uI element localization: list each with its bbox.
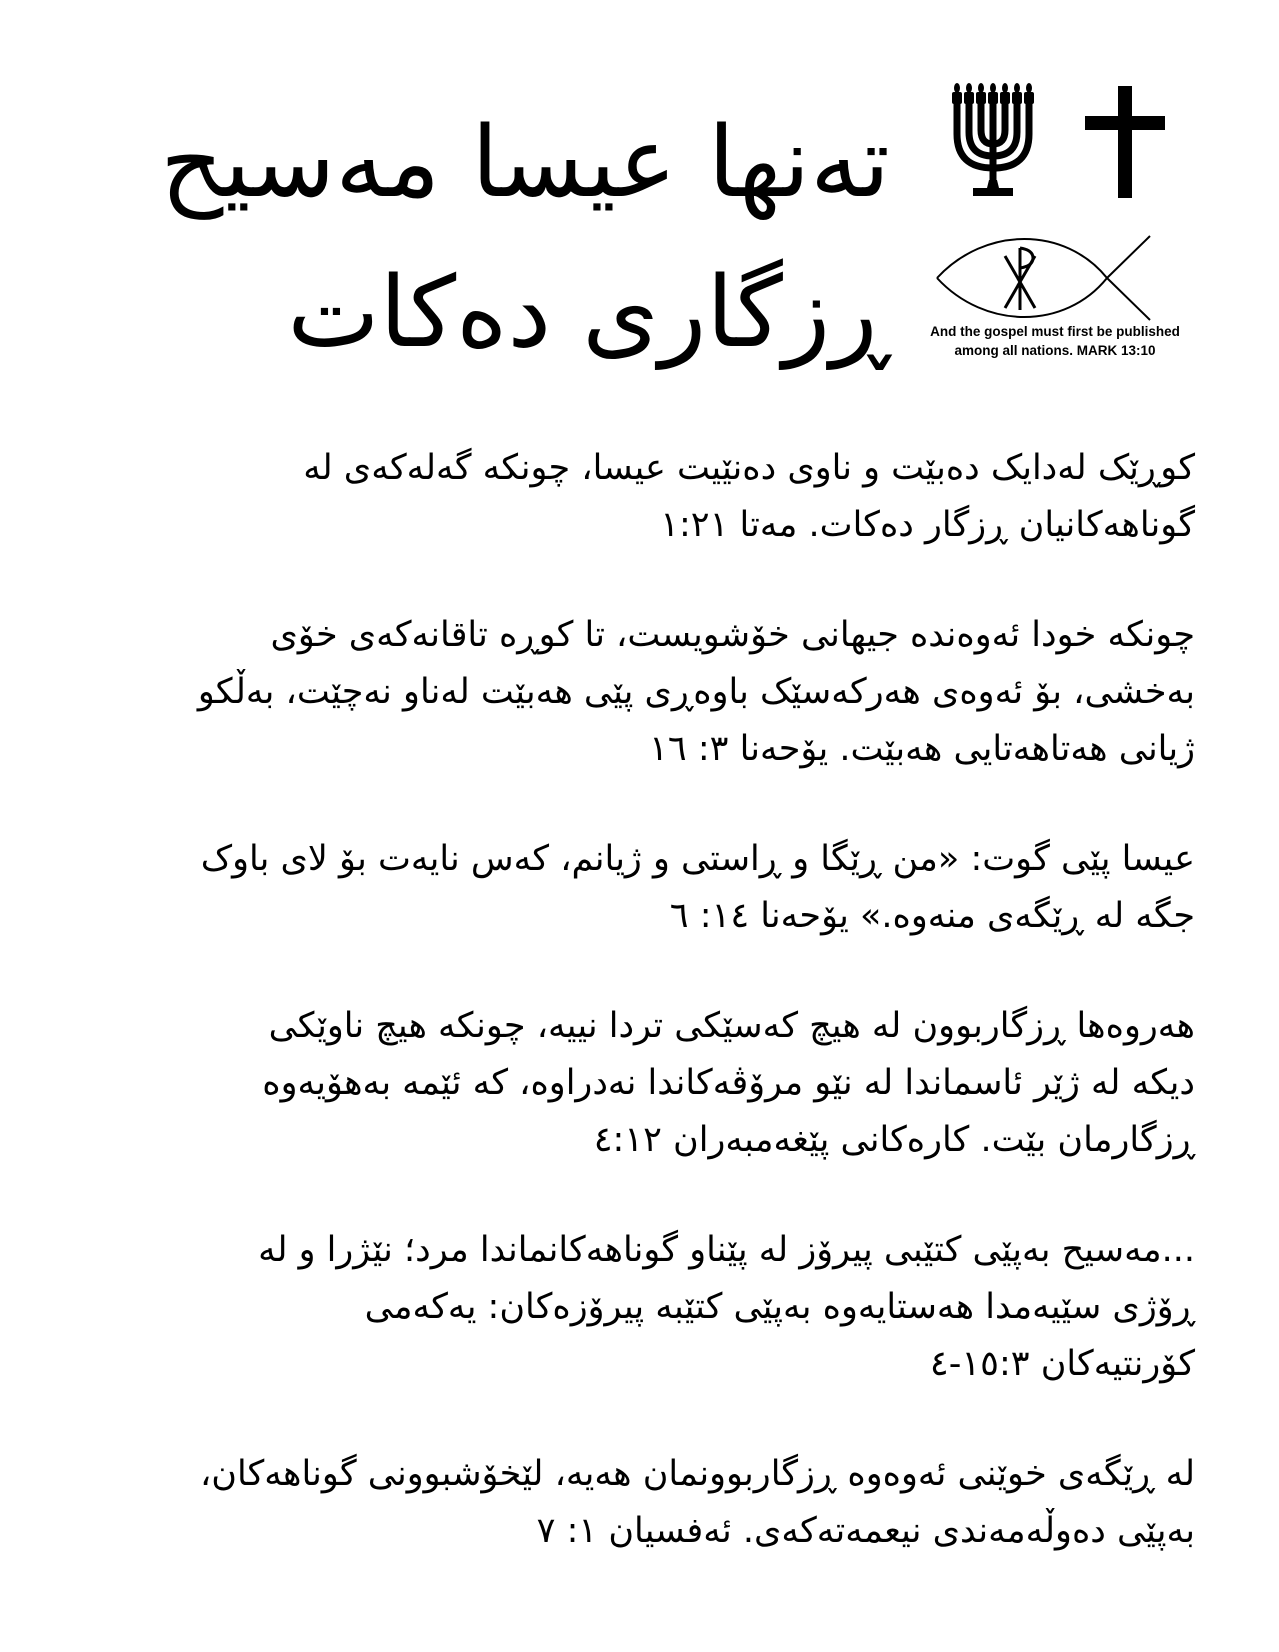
verse-line: ڕزگارمان بێت. کارەکانی پێغەمبەران ٤:١٢ (593, 1120, 1195, 1160)
title-line-2: ڕزگاری دەکات (287, 256, 890, 370)
verse-line: هەروەها ڕزگاربوون لە هیچ کەسێکی تردا نییە، چونکە هیچ ناوێکی (268, 1006, 1195, 1046)
verse-line: دیکە لە ژێر ئاسماندا لە نێو مرۆڤەکاندا نەدراوە، کە ئێمە بەهۆیەوە (262, 1063, 1195, 1103)
verse-line: ڕۆژی سێیەمدا هەستایەوە بەپێی کتێبە پیرۆزەکان: یەکەمی (364, 1287, 1195, 1327)
verse-paragraph (85, 440, 1195, 554)
verse-paragraph (85, 607, 1195, 778)
page-title (60, 88, 890, 388)
verse-line: لە ڕێگەی خوێنی ئەوەوە ڕزگاربوونمان هەیە، لێخۆشبوونی گوناهەکان، (199, 1454, 1195, 1494)
verse-line: کۆرنتیەکان ١٥:٣-٤ (929, 1344, 1195, 1384)
verse-line: کوڕێک لەدایک دەبێت و ناوی دەنێیت عیسا، چونکە گەلەکەی لە (303, 448, 1195, 488)
verse-line: چونکە خودا ئەوەندە جیهانی خۆشویست، تا کوڕە تاقانەکەی خۆی (270, 615, 1195, 655)
caption-line-2: among all nations. MARK 13:10 (954, 343, 1156, 358)
verse-paragraph (85, 1222, 1195, 1393)
verse-line: ...مەسیح بەپێی کتێبی پیرۆز لە پێناو گوناهەکانماندا مرد؛ نێژرا و لە (258, 1230, 1195, 1270)
verse-paragraph (85, 831, 1195, 945)
verse-line: جگە لە ڕێگەی منەوە.» یۆحەنا ١٤: ٦ (669, 896, 1195, 936)
verse-line: بەخشی، بۆ ئەوەی هەرکەسێک باوەڕی پێی هەبێت لەناو نەچێت، بەڵکو (197, 672, 1195, 712)
bible-caption (905, 322, 1205, 360)
verse-line: گوناهەکانیان ڕزگار دەکات. مەتا ١:٢١ (660, 505, 1195, 545)
cross-icon (1085, 86, 1165, 198)
menorah-icon (933, 82, 1053, 200)
verse-line: عیسا پێی گوت: «من ڕێگا و ڕاستی و ژیانم، کەس نایەت بۆ لای باوک (200, 839, 1195, 879)
title-line-1: تەنها عیسا مەسیح (160, 106, 890, 220)
verse-paragraph (85, 998, 1195, 1169)
verse-paragraph (85, 1446, 1195, 1560)
verse-line: بەپێی دەوڵەمەندی نیعمەتەکەی. ئەفسیان ١: ٧ (536, 1511, 1195, 1551)
verse-line: ژیانی هەتاهەتایی هەبێت. یۆحەنا ٣: ١٦ (649, 729, 1195, 769)
ichthys-chi-rho-icon (935, 228, 1155, 328)
caption-line-1: And the gospel must first be published (930, 324, 1180, 339)
verse-list (85, 440, 1195, 1613)
